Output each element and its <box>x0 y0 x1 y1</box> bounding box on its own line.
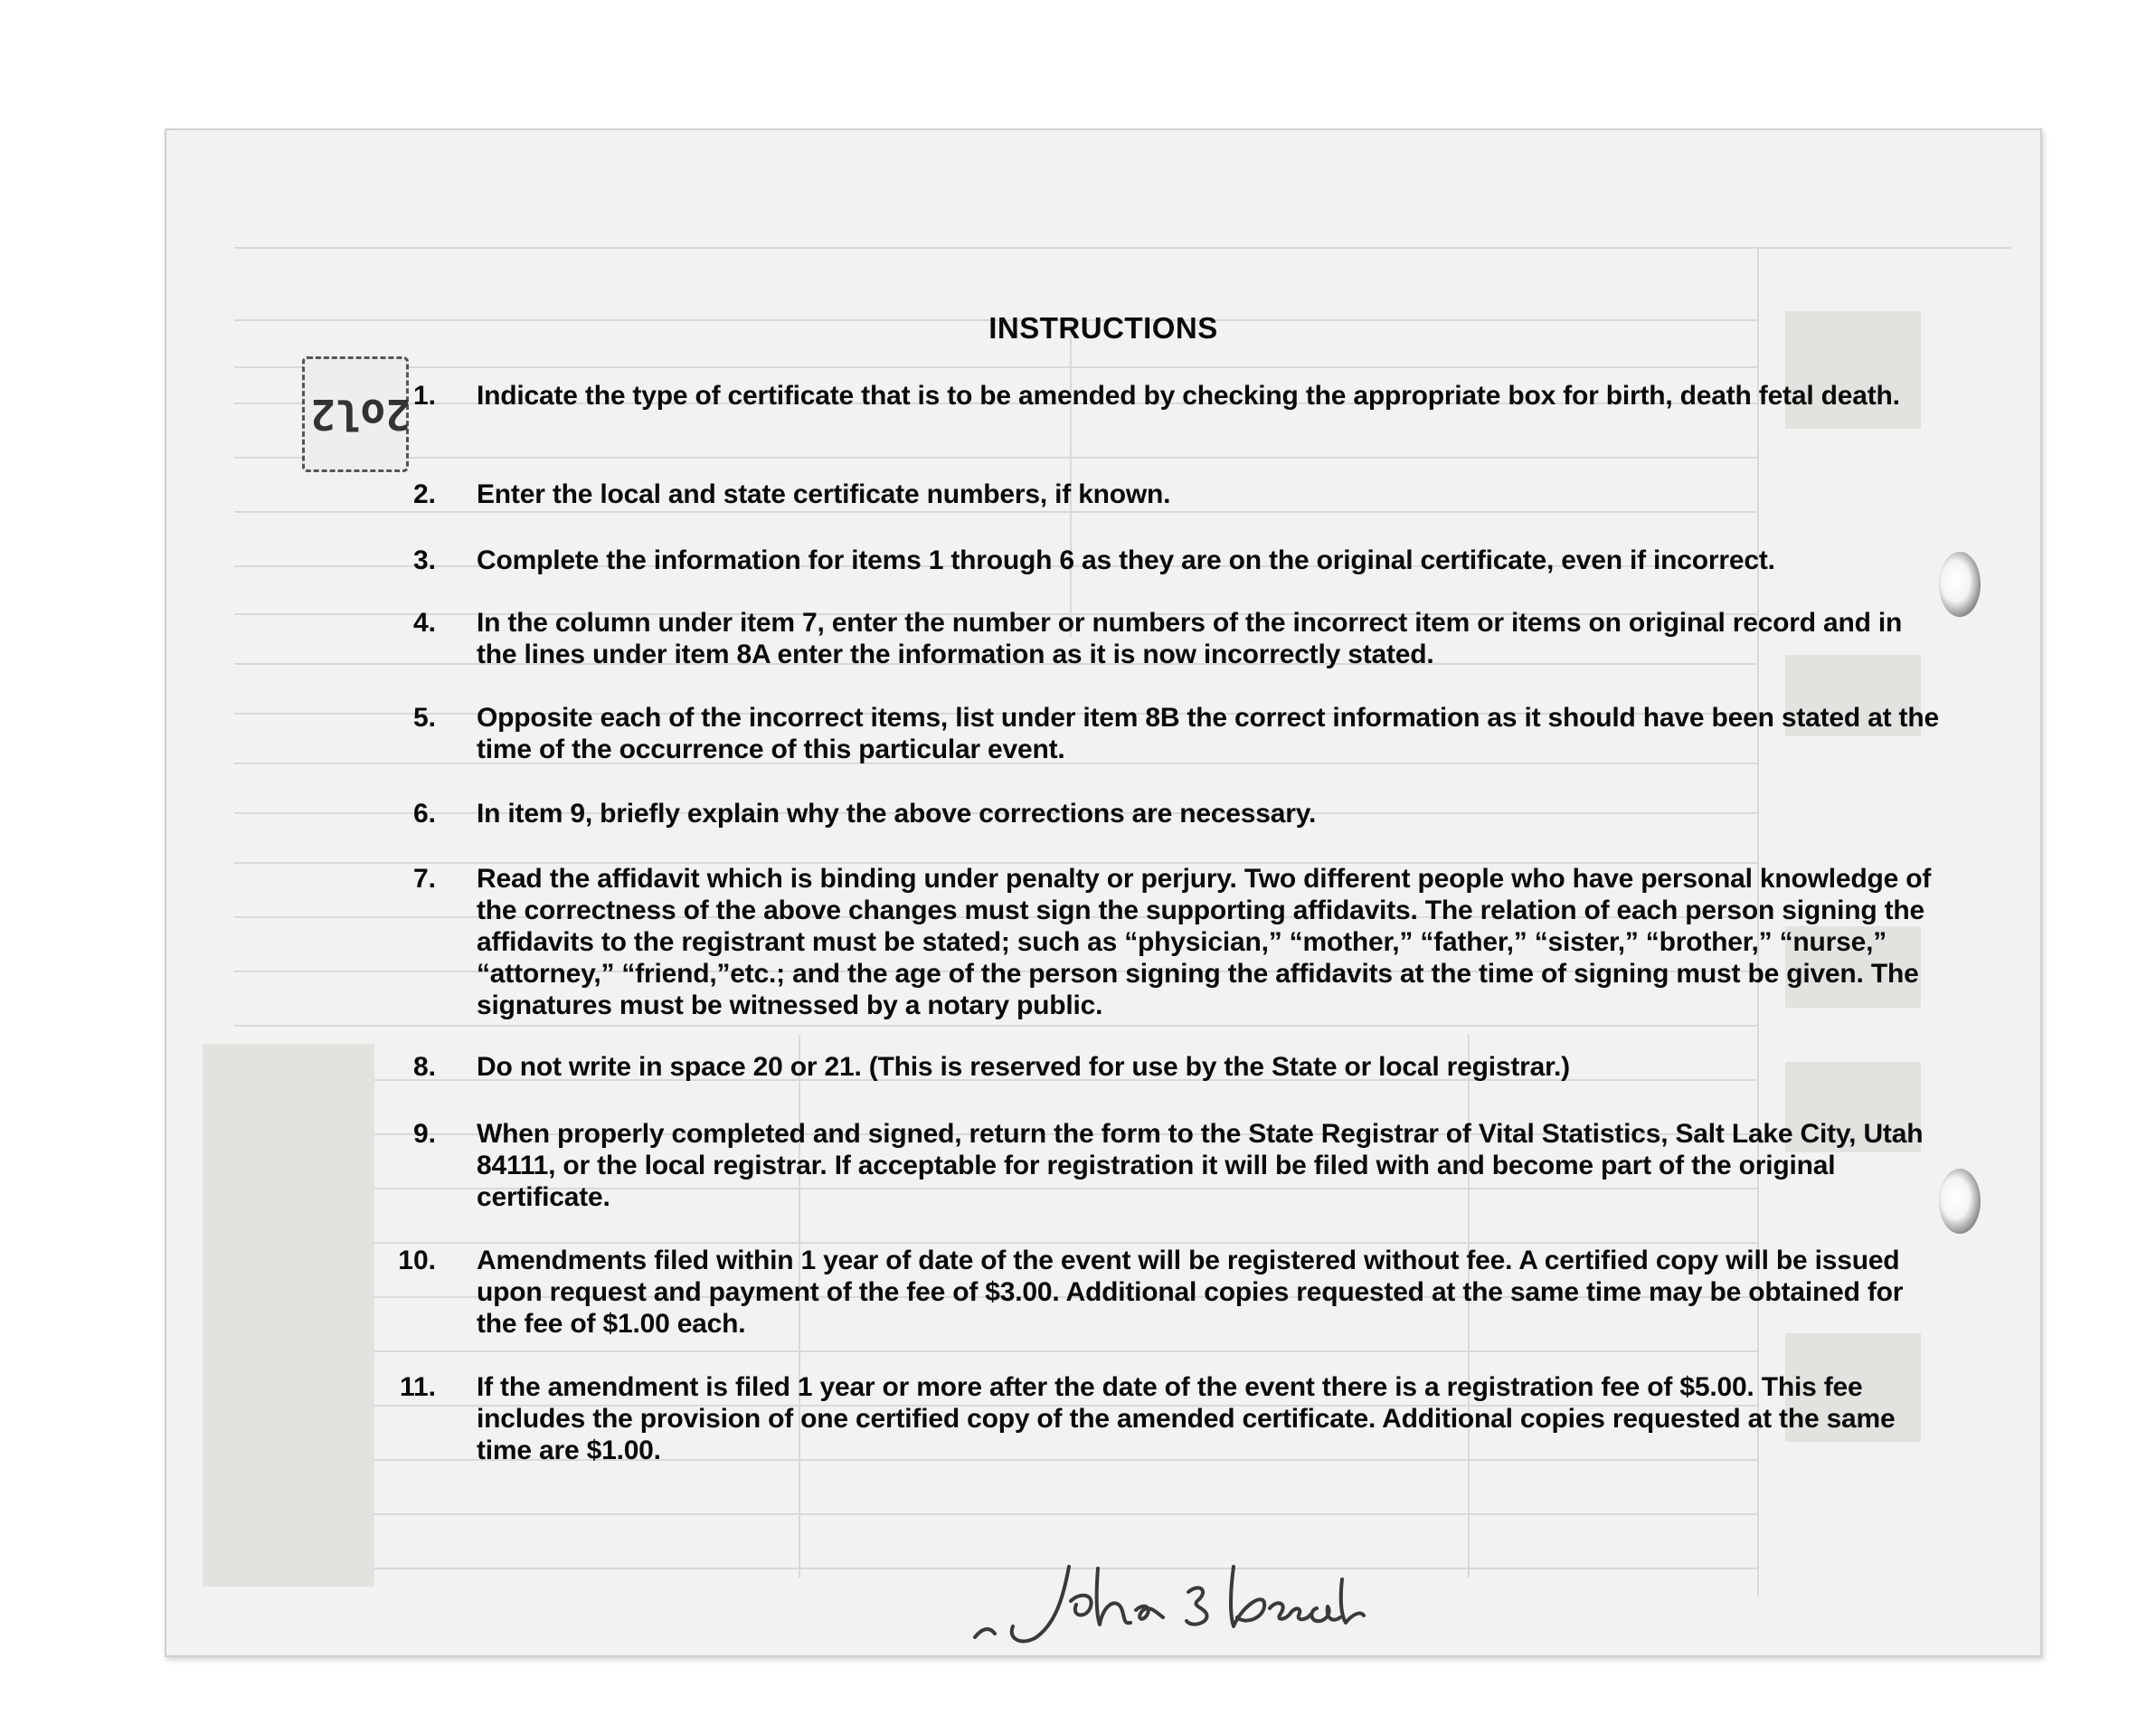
instruction-number: 3. <box>412 545 436 575</box>
instruction-text: In item 9, briefly explain why the above corrections are necessary. <box>477 799 1317 829</box>
instruction-text: Indicate the type of certificate that is to be amended by checking the appropriate box for birth, death fetal death. <box>477 381 1900 411</box>
document-page <box>165 128 2042 1657</box>
instruction-text: Read the affidavit which is binding under penalty or perjury. Two different people who have personal knowledge of the correctness of the above changes must sign the supporting affidavits. The relation of each person signing the affidavits to the registrant must be stated; such as “physician,” “mother,” “father,” “sister,” “brother,” “nurse,” “attorney,” “friend,”etc.; and the age of the person signing the affidavits at the time of signing must be given. The signatures must be witnessed by a notary public. <box>477 864 1932 1020</box>
instruction-number: 1. <box>412 381 436 411</box>
instruction-text: In the column under item 7, enter the number or numbers of the incorrect item or items on original record and in the lines under item 8A enter the information as it is now incorrectly stated. <box>477 608 1903 669</box>
instruction-number: 8. <box>412 1052 436 1082</box>
instruction-number: 7. <box>412 864 436 894</box>
instruction-number: 2. <box>412 479 436 509</box>
instruction-number: 11. <box>399 1372 436 1402</box>
instruction-text: Do not write in space 20 or 21. (This is reserved for use by the State or local registrar.) <box>477 1052 1570 1082</box>
instruction-text: Amendments filed within 1 year of date of the event will be registered without fee. A certified copy will be issued upon request and payment of the fee of $3.00. Additional copies requested at the same time may be obtained for the fee of $1.00 each. <box>477 1246 1904 1339</box>
handwritten-signature <box>962 1550 1378 1657</box>
page-title: INSTRUCTIONS <box>988 311 1218 345</box>
instruction-text: When properly completed and signed, return the form to the State Registrar of Vital Statistics, Salt Lake City, Utah 84111, or the local registrar. If acceptable for registration it will be filed with and become part of the original certificate. <box>477 1119 1924 1212</box>
punch-hole-top <box>1939 552 1981 617</box>
instruction-text: If the amendment is filed 1 year or more after the date of the event there is a registration fee of $5.00. This fee includes the provision of one certified copy of the amended certificate. Additional copies requested at the same time are $1.00. <box>477 1372 1896 1465</box>
instruction-text: Enter the local and state certificate numbers, if known. <box>477 479 1171 509</box>
instruction-text: Opposite each of the incorrect items, list under item 8B the correct information as it should have been stated at the time of the occurrence of this particular event. <box>477 703 1939 764</box>
punch-hole-bottom <box>1939 1169 1981 1234</box>
instruction-number: 10. <box>398 1246 436 1275</box>
instruction-text: Complete the information for items 1 through 6 as they are on the original certificate, even if incorrect. <box>477 545 1775 575</box>
stamp-box <box>302 356 409 472</box>
stamp-mark: 2ol2 <box>310 390 411 439</box>
instruction-number: 6. <box>412 799 436 829</box>
instruction-number: 5. <box>412 703 436 733</box>
instruction-number: 4. <box>412 608 436 638</box>
instruction-number: 9. <box>412 1119 436 1149</box>
